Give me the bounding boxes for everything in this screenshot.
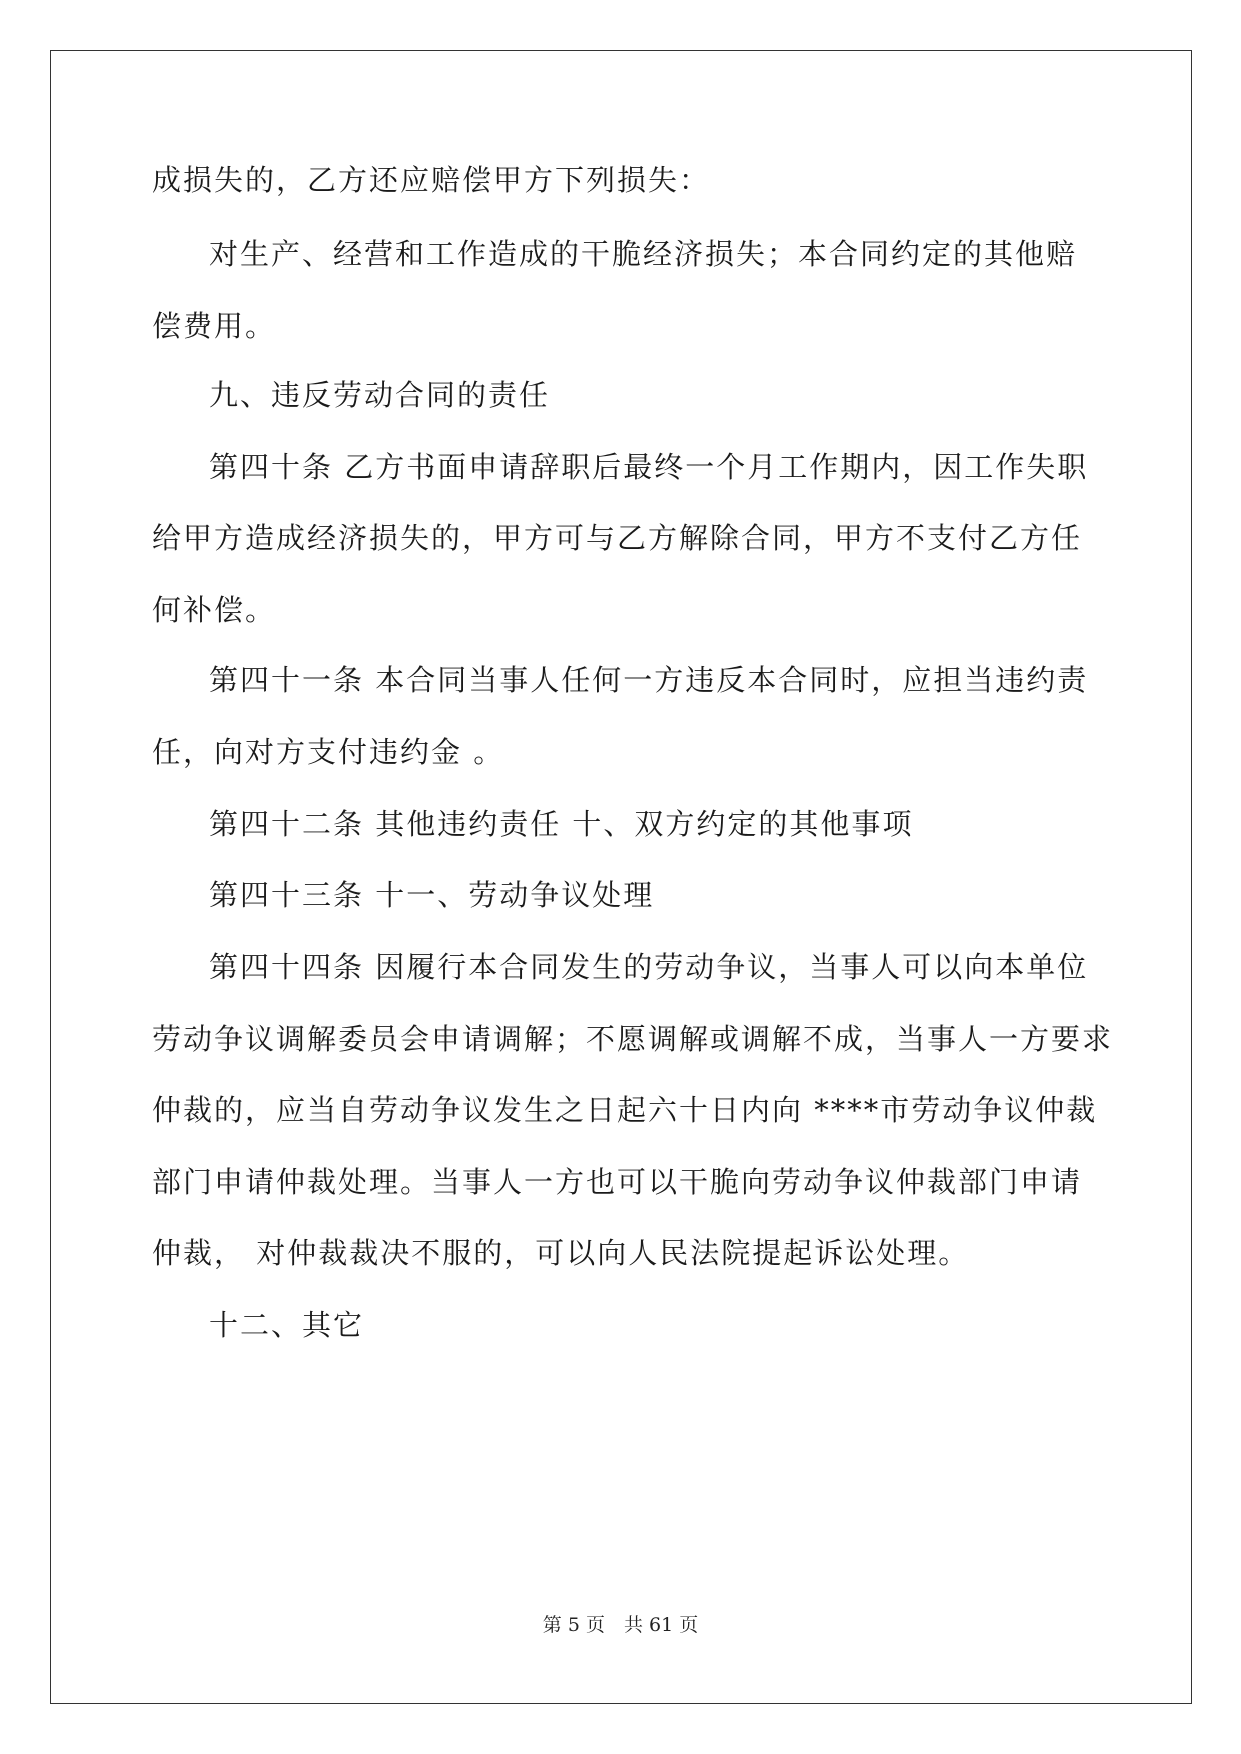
text-line: 第四十条 乙方书面申请辞职后最终一个月工作期内，因工作失职 [209, 450, 1089, 484]
text-line: 第四十二条 其他违约责任 十、双方约定的其他事项 [209, 807, 914, 841]
text-line: 第四十三条 十一、劳动争议处理 [209, 878, 655, 912]
text-line: 第四十一条 本合同当事人任何一方违反本合同时，应担当违约责 [209, 663, 1089, 697]
page-number: 第 5 页 共 61 页 [542, 1614, 699, 1636]
section-heading: 十二、其它 [209, 1308, 365, 1342]
text-line: 对生产、经营和工作造成的干脆经济损失；本合同约定的其他赔 [209, 237, 1078, 271]
text-line: 任，向对方支付违约金 。 [152, 735, 505, 769]
text-line: 劳动争议调解委员会申请调解；不愿调解或调解不成，当事人一方要求 [152, 1022, 1114, 1056]
section-heading: 九、违反劳动合同的责任 [209, 378, 551, 412]
text-line: 仲裁， 对仲裁裁决不服的，可以向人民法院提起诉讼处理。 [152, 1236, 970, 1270]
text-line: 给甲方造成经济损失的，甲方可与乙方解除合同，甲方不支付乙方任 [152, 521, 1083, 555]
text-line: 何补偿。 [152, 593, 277, 627]
text-line: 第四十四条 因履行本合同发生的劳动争议，当事人可以向本单位 [209, 950, 1089, 984]
text-line: 成损失的，乙方还应赔偿甲方下列损失： [152, 163, 711, 197]
text-line: 偿费用。 [152, 309, 277, 343]
text-line: 仲裁的，应当自劳动争议发生之日起六十日内向 ****市劳动争议仲裁 [152, 1093, 1098, 1127]
text-line: 部门申请仲裁处理。当事人一方也可以干脆向劳动争议仲裁部门申请 [152, 1165, 1083, 1199]
